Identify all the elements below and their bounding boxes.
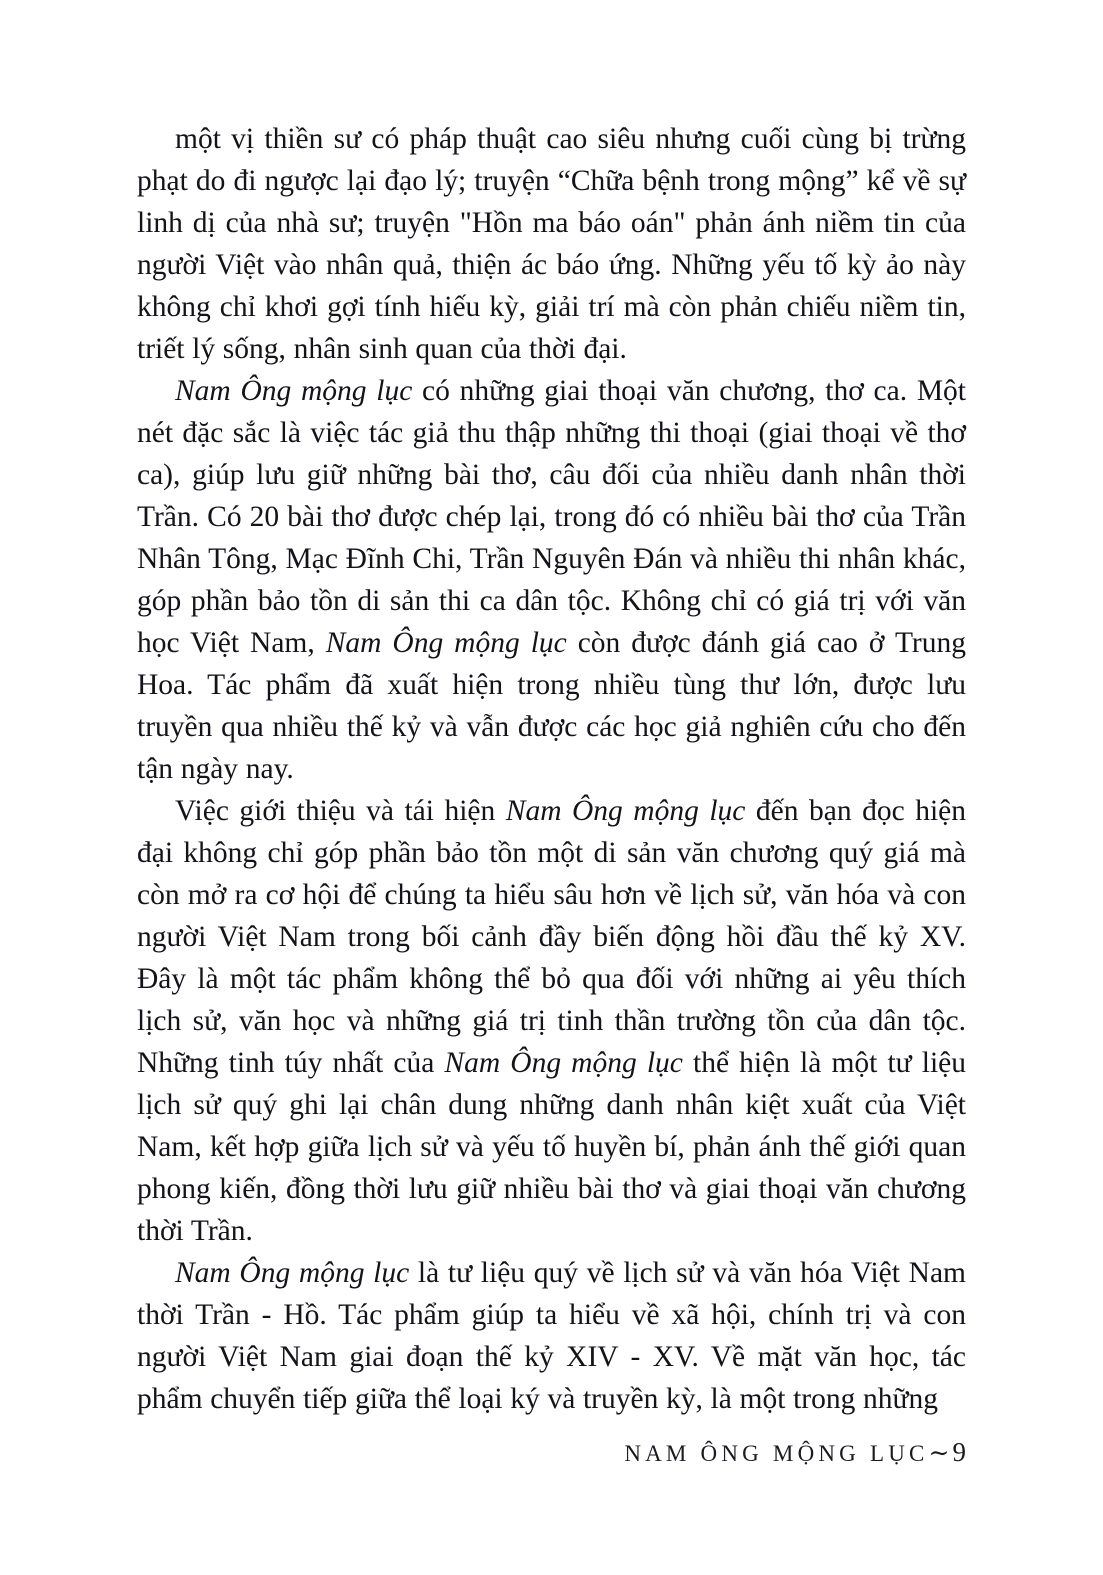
body-text-run: thể hiện là một tư liệu lịch sử quý ghi lại chân dung những danh nhân kiệt xuất của Việt Nam, kết hợp giữa lịch sử và yếu tố huyền bí, phản ánh thế giới quan phong kiến, đồng thời lưu giữ nhiều bài thơ và giai thoại văn chương thời Trần. <box>137 1047 966 1247</box>
body-text-run: đến bạn đọc hiện đại không chỉ góp phần bảo tồn một di sản văn chương quý giá mà còn mở ra cơ hội để chúng ta hiểu sâu hơn về lịch sử, văn hóa và con người Việt Nam trong bối cảnh đầy biến động hồi đầu thế kỷ XV. Đây là một tác phẩm không thể bỏ qua đối với những ai yêu thích lịch sử, văn học và những giá trị tinh thần trường tồn của dân tộc. Những tinh túy nhất của <box>137 795 966 1079</box>
work-title-italic: Nam Ông mộng lục <box>175 375 413 407</box>
work-title-italic: Nam Ông mộng lục <box>175 1257 410 1289</box>
body-text-run: một vị thiền sư có pháp thuật cao siêu nhưng cuối cùng bị trừng phạt do đi ngược lại đạo lý; truyện “Chữa bệnh trong mộng” kể về sự linh dị của nhà sư; truyện "Hồn ma báo oán" phản ánh niềm tin của người Việt vào nhân quả, thiện ác báo ứng. Những yếu tố kỳ ảo này không chỉ khơi gợi tính hiếu kỳ, giải trí mà còn phản chiếu niềm tin, triết lý sống, nhân sinh quan của thời đại. <box>137 123 966 365</box>
body-text-run: là tư liệu quý về lịch sử và văn hóa Việt Nam thời Trần - Hồ. Tác phẩm giúp ta hiểu về xã hội, chính trị và con người Việt Nam giai đoạn thế kỷ XIV - XV. Về mặt văn học, tác phẩm chuyển tiếp giữa thể loại ký và truyền kỳ, là một trong những <box>137 1257 966 1415</box>
body-text-run: còn được đánh giá cao ở Trung Hoa. Tác phẩm đã xuất hiện trong nhiều tùng thư lớn, được lưu truyền qua nhiều thế kỷ và vẫn được các học giả nghiên cứu cho đến tận ngày nay. <box>137 627 966 785</box>
body-text-run: Việc giới thiệu và tái hiện <box>175 795 506 827</box>
paragraph-3 <box>137 790 966 1252</box>
work-title-italic: Nam Ông mộng lục <box>444 1047 683 1079</box>
folio-separator-ornament: ∼ <box>928 1440 953 1467</box>
paragraph-1 <box>137 118 966 370</box>
paragraph-4 <box>137 1252 966 1420</box>
body-text-run: có những giai thoại văn chương, thơ ca. Một nét đặc sắc là việc tác giả thu thập những thi thoại (giai thoại về thơ ca), giúp lưu giữ những bài thơ, câu đối của nhiều danh nhân thời Trần. Có 20 bài thơ được chép lại, trong đó có nhiều bài thơ của Trần Nhân Tông, Mạc Đĩnh Chi, Trần Nguyên Đán và nhiều thi nhân khác, góp phần bảo tồn di sản thi ca dân tộc. Không chỉ có giá trị với văn học Việt Nam, <box>137 375 966 659</box>
running-head: NAM ÔNG MỘNG LỤC <box>624 1441 929 1466</box>
body-text-column <box>137 118 966 1420</box>
paragraph-2 <box>137 370 966 790</box>
work-title-italic: Nam Ông mộng lục <box>325 627 567 659</box>
work-title-italic: Nam Ông mộng lục <box>505 795 746 827</box>
page-footer <box>137 1437 966 1469</box>
page-number: 9 <box>952 1437 966 1467</box>
